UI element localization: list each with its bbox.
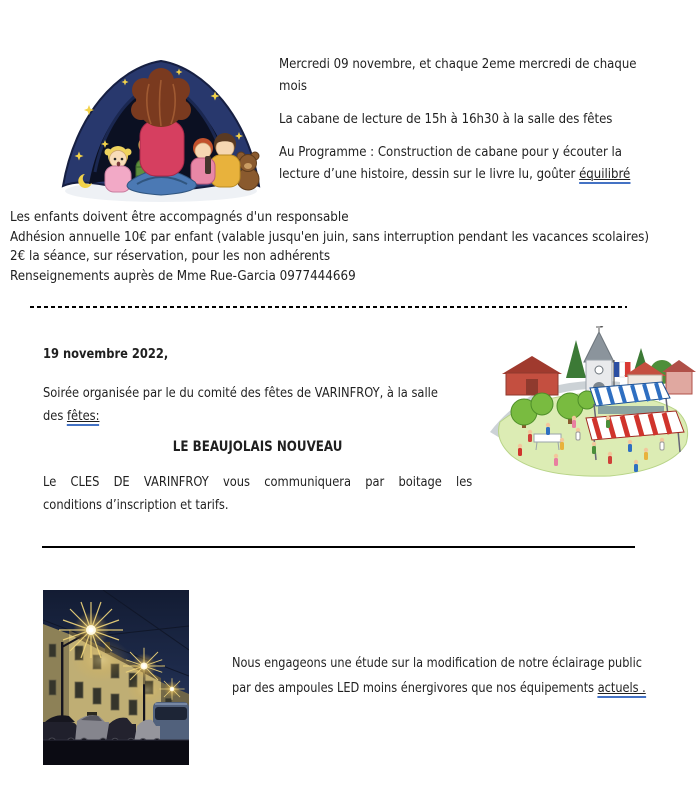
time-place-line: La cabane de lecture de 15h à 16h30 à la salle des fêtes: [279, 111, 613, 127]
event-body-line-1: Le CLES DE VARINFROY vous communiquera par boitage les: [43, 474, 473, 490]
event-intro-line-2: [43, 405, 472, 428]
village-market-drawing: [490, 326, 696, 482]
reading-cabin-text: [279, 53, 697, 196]
street-lighting-photo: [43, 590, 189, 765]
reading-cabin-drawing: [55, 52, 267, 204]
info-line-4: Renseignements auprès de Mme Rue-Garcia 0977444669: [10, 268, 356, 284]
reading-cabin-illustration: [55, 52, 267, 204]
program-paragraph: [279, 141, 697, 185]
event-title: LE BEAUJOLAIS NOUVEAU: [172, 439, 343, 455]
event-intro: [43, 382, 472, 428]
program-line-1: Au Programme : Construction de cabane pour y écouter la: [279, 144, 622, 160]
program-line-2: [279, 163, 697, 185]
actuels-underlined: actuels .: [597, 680, 646, 696]
child-redhead: [191, 138, 215, 184]
beaujolais-section: [43, 344, 472, 531]
dashed-separator: [30, 306, 627, 308]
event-body: [43, 471, 472, 517]
program-line-2-text: lecture d’une histoire, dessin sur le livre lu, goûter: [279, 166, 580, 182]
lighting-line-2: [232, 676, 700, 701]
fetes-underlined: fêtes:: [66, 408, 100, 424]
event-date: 19 novembre 2022,: [43, 346, 169, 362]
solid-separator: [42, 546, 635, 548]
event-body-line-2: conditions d’inscription et tarifs.: [43, 497, 229, 513]
lighting-study-text: [232, 651, 700, 701]
street-lighting-image: [43, 590, 189, 765]
village-market-illustration: [490, 326, 696, 482]
lighting-line-1: Nous engageons une étude sur la modification de notre éclairage public: [232, 655, 642, 671]
schedule-line-2: mois: [279, 78, 308, 94]
schedule-paragraph: [279, 53, 697, 97]
info-line-1: Les enfants doivent être accompagnés d'un responsable: [10, 210, 349, 225]
schedule-line-1: Mercredi 09 novembre, et chaque 2eme mercredi de chaque: [279, 56, 637, 72]
membership-info: [10, 208, 691, 286]
info-line-3: 2€ la séance, sur réservation, pour les non adhérents: [10, 249, 331, 264]
lighting-line-2-text: par des ampoules LED moins énergivores que nos équipements: [232, 680, 598, 696]
equilibre-underlined: équilibré: [579, 166, 631, 182]
event-intro-line-1: Soirée organisée par le du comité des fêtes de VARINFROY, à la salle: [43, 385, 438, 401]
time-place-paragraph: [279, 108, 697, 130]
info-line-2: Adhésion annuelle 10€ par enfant (valable jusqu'en juin, sans interruption pendant les vacances scolaires): [10, 229, 650, 245]
event-intro-line-2-text: des: [43, 408, 67, 424]
